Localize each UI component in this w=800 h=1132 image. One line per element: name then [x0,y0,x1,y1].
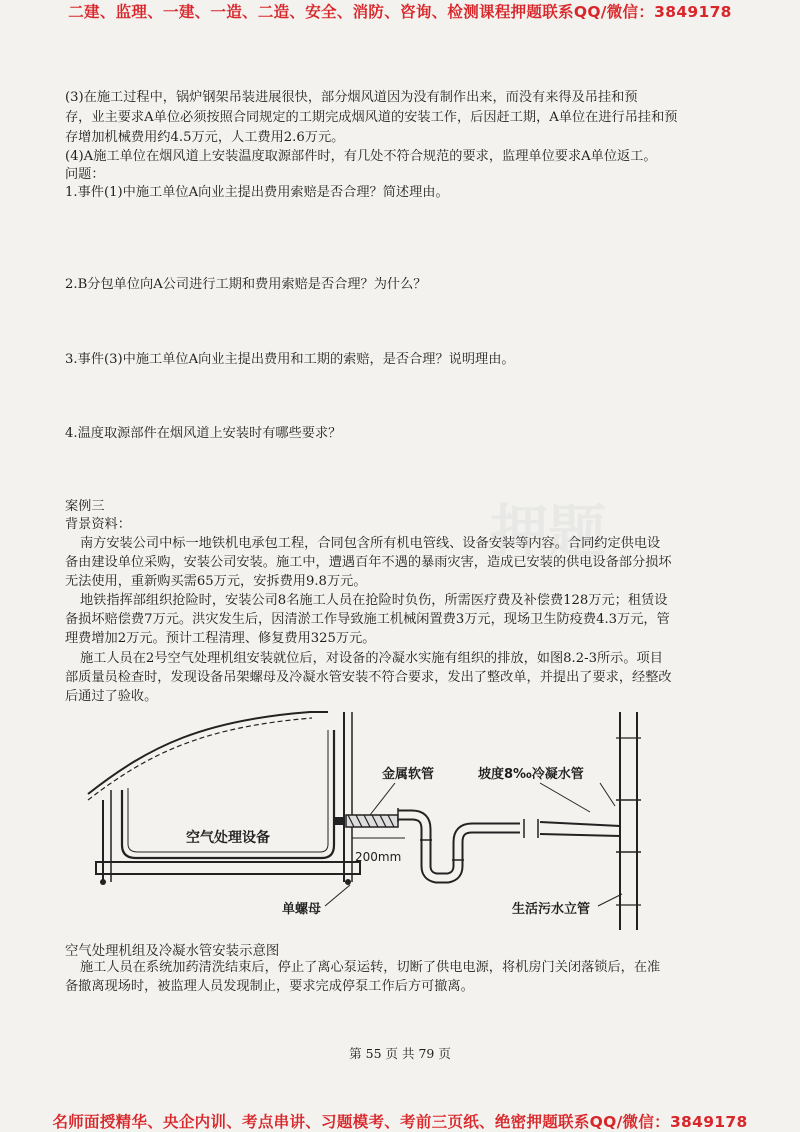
label-equipment: 空气处理设备 [186,830,270,846]
label-metal-hose: 金属软管 [382,767,435,782]
text-line: 存增加机械费用约4.5万元，人工费用2.6万元。 [65,130,345,145]
text-line: 理费增加2万元。预计工程清理、修复费用325万元。 [65,631,376,646]
text-line: 备由建设单位采购，安装公司安装。施工中，遭遇百年不遇的暴雨灾害，造成已安装的供电设备部分损坏 [65,555,672,570]
text-line: 备撤离现场时，被监理人员发现制止，要求完成停泵工作后方可撤离。 [65,979,474,994]
text-line: 南方安装公司中标一地铁机电承包工程，合同包含所有机电管线、设备安装等内容。合同约定供电设 [80,536,661,551]
label-dimension: 200mm [355,850,402,864]
text-line: 后通过了验收。 [65,689,158,704]
label-single-nut: 单螺母 [282,902,322,917]
text-line: 施工人员在系统加药清洗结束后，停止了离心泵运转，切断了供电电源，将机房门关闭落锁后，在准 [80,960,661,975]
text-line: 无法使用，重新购买需65万元，安拆费用9.8万元。 [65,574,367,589]
page-number: 第 55 页 共 79 页 [349,1046,451,1061]
background-watermark: 押题 [490,498,607,566]
figure-caption: 空气处理机组及冷凝水管安装示意图 [65,944,280,959]
text-line: (4)A施工单位在烟风道上安装温度取源部件时，有几处不符合规范的要求，监理单位要求A单位返工。 [65,149,657,164]
case-title: 案例三 [65,499,105,514]
bottom-banner: 名师面授精华、央企内训、考点串讲、习题模考、考前三页纸、绝密押题联系QQ/微信：3849178 [52,1113,748,1131]
question-2: 2.B分包单位向A公司进行工期和费用索赔是否合理？为什么？ [65,277,427,292]
top-banner: 二建、监理、一建、一造、二造、安全、消防、咨询、检测课程押题联系QQ/微信：3849178 [68,3,732,21]
text-line: 备损坏赔偿费7万元。洪灾发生后，因清淤工作导致施工机械闲置费3万元，现场卫生防疫费4.3万元，管 [65,612,670,627]
question-1: 1.事件(1)中施工单位A向业主提出费用索赔是否合理？简述理由。 [65,185,449,200]
text-line: 施工人员在2号空气处理机组安装就位后，对设备的冷凝水实施有组织的排放，如图8.2-3所示。项目 [80,651,663,666]
text-line: (3)在施工过程中，锅炉钢架吊装进展很快，部分烟风道因为没有制作出来，而没有来得及吊挂和预 [65,90,638,105]
background-label: 背景资料： [65,517,131,532]
question-4: 4.温度取源部件在烟风道上安装时有哪些要求？ [65,426,342,441]
label-riser: 生活污水立管 [512,902,591,917]
label-condensate-pipe: 坡度8‰冷凝水管 [478,767,584,782]
text-line: 存，业主要求A单位必须按照合同规定的工期完成烟风道的安装工作，后因赶工期，A单位在进行吊挂和预 [65,110,678,125]
questions-label: 问题： [65,167,105,182]
text-line: 部质量员检查时，发现设备吊架螺母及冷凝水管安装不符合要求，发出了整改单，并提出了要求，经整改 [65,670,672,685]
text-line: 地铁指挥部组织抢险时，安装公司8名施工人员在抢险时负伤，所需医疗费及补偿费128万元；租赁设 [80,593,668,608]
question-3: 3.事件(3)中施工单位A向业主提出费用和工期的索赔，是否合理？说明理由。 [65,352,515,367]
